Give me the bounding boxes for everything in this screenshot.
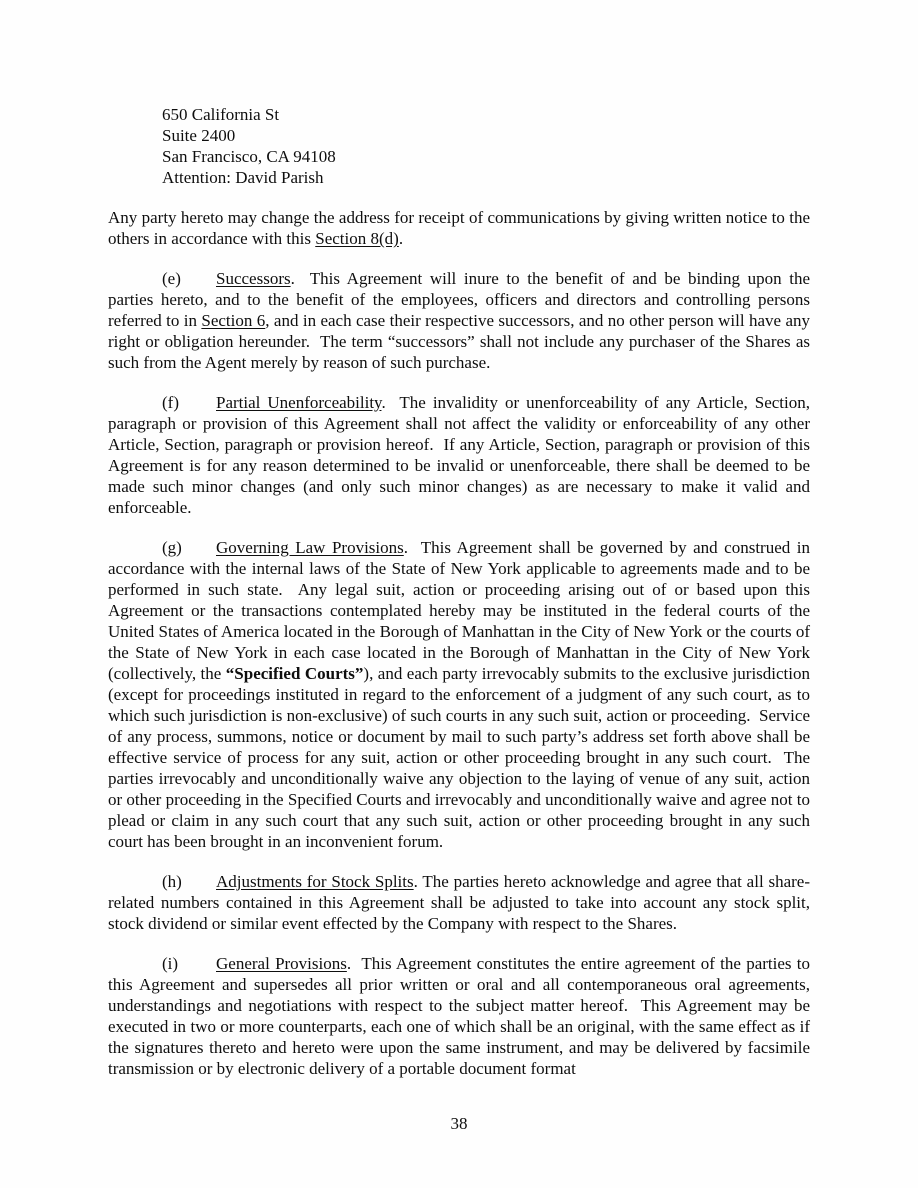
underlined-text: Successors [216, 269, 291, 288]
underlined-text: Section 8(d) [315, 229, 399, 248]
paragraph-letter-e: (e) [162, 269, 181, 288]
address-line-city: San Francisco, CA 94108 [162, 147, 336, 166]
underlined-text: Governing Law Provisions [216, 538, 404, 557]
paragraph-g-text [108, 538, 814, 851]
text-run: , and in each case their respective successors, and no other person will have any right or obligation hereunder. The term “successors” shall not include any purchaser of the Shares as such from the Agent merely by reason of such purchase. [108, 311, 815, 372]
underlined-text: Partial Unenforceability [216, 393, 382, 412]
bold-defined-term: “Specified Courts” [225, 664, 364, 683]
paragraph-letter-f: (f) [162, 393, 179, 412]
text-run: . [398, 229, 404, 248]
paragraph-h-stock-splits [108, 871, 815, 934]
underlined-text: General Provisions [216, 954, 347, 973]
text-run: . The invalidity or unenforceability of any Article, Section, paragraph or provision of this Agreement shall not affect the validity or enforceability of any other Article, Section, paragraph or provision hereof. If any Article, Section, paragraph or provision of this Agreement is for any reason determined to be invalid or unenforceable, there shall be deemed to be made such minor changes (and only such minor changes) as are necessary to make it valid and enforceable. [108, 393, 815, 517]
address-line-street: 650 California St [162, 105, 280, 124]
address-line-attention: Attention: David Parish [162, 168, 324, 187]
page-number: 38 [450, 1114, 468, 1133]
text-run: . This Agreement constitutes the entire agreement of the parties to this Agreement and supersedes all prior written or oral and all contemporaneous oral agreements, understandings and negotiations with respect to the subject matter hereof. This Agreement may be executed in two or more counterparts, each one of which shall be an original, with the same effect as if the signatures thereto and hereto were upon the same instrument, and may be delivered by facsimile transmission or by electronic delivery of a portable document format [108, 954, 815, 1078]
underlined-text: Adjustments for Stock Splits [216, 872, 414, 891]
address-block [162, 104, 810, 188]
paragraph-change-of-address [108, 207, 815, 249]
text-run: ), and each party irrevocably submits to the exclusive jurisdiction (except for proceedings instituted in regard to the enforcement of a judgment of any such court, as to which such jurisdiction is non-exclusive) of such courts in any such suit, action or proceeding. Service of any process, summons, notice or document by mail to such party’s address set forth above shall be effective service of process for any suit, action or other proceeding brought in any such court. The parties irrevocably and unconditionally waive any objection to the laying of venue of any suit, action or other proceeding in the Specified Courts and irrevocably and unconditionally waive and agree not to plead or claim in any such court that any such suit, action or other proceeding brought in any such court has been brought in an inconvenient forum. [108, 664, 815, 851]
paragraph-f-partial-unenforceability [108, 392, 815, 518]
text-run: . This Agreement shall be governed by and construed in accordance with the internal laws of the State of New York applicable to agreements made and to be performed in such state. Any legal suit, action or proceeding arising out of or based upon this Agreement or the transactions contemplated hereby may be instituted in the federal courts of the United States of America located in the Borough of Manhattan in the City of New York or the courts of the State of New York in each case located in the Borough of Manhattan in the City of New York (collectively, the [108, 538, 815, 683]
paragraph-g-governing-law [108, 537, 815, 852]
address-line-suite: Suite 2400 [162, 126, 236, 145]
paragraph-letter-i: (i) [162, 954, 179, 973]
paragraph-i-general-provisions [108, 953, 815, 1079]
paragraph-e-successors [108, 268, 815, 373]
text-run: . The parties hereto acknowledge and agree that all share-related numbers contained in this Agreement shall be adjusted to take into account any stock split, stock dividend or similar event effected by the Company with respect to the Shares. [108, 872, 815, 933]
paragraph-letter-h: (h) [162, 872, 182, 891]
underlined-text: Section 6 [201, 311, 266, 330]
text-run: Any party hereto may change the address for receipt of communications by giving written notice to the others in accordance with this [108, 208, 815, 248]
text-run: . This Agreement will inure to the benefit of and be binding upon the parties hereto, and to the benefit of the employees, officers and directors and controlling persons referred to in [108, 269, 815, 330]
paragraph-letter-g: (g) [162, 538, 182, 557]
